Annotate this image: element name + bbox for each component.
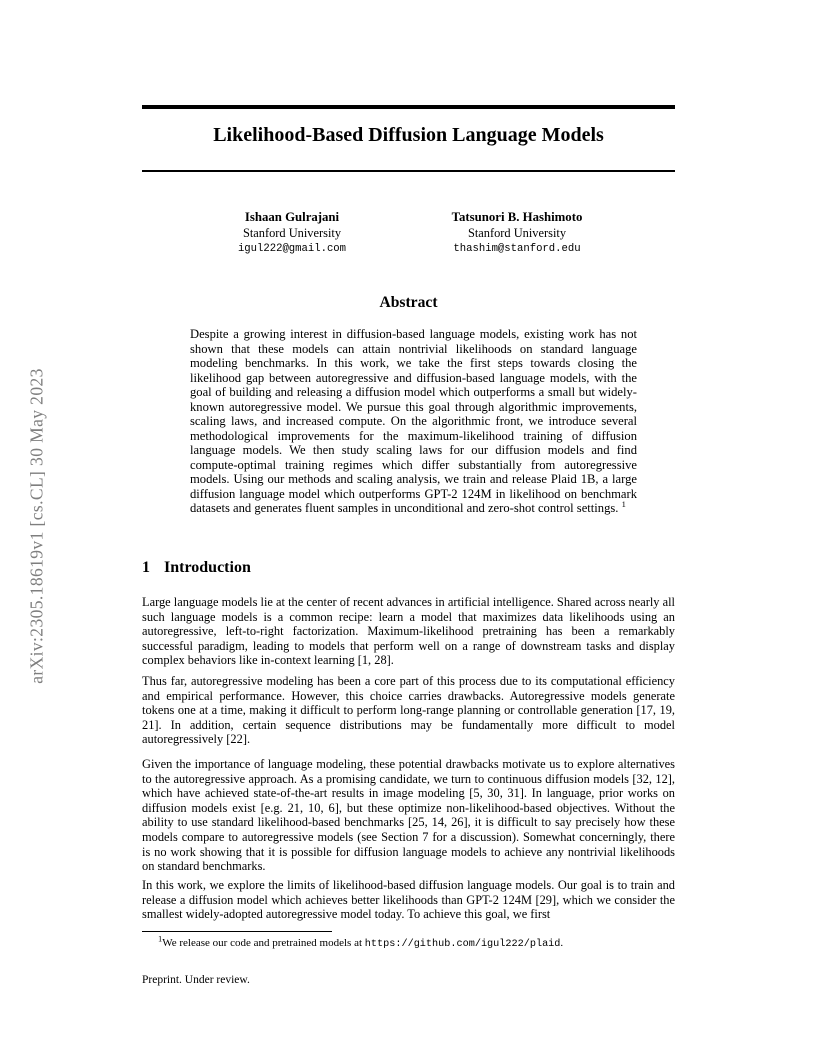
abstract-footnote-ref: 1 [621, 498, 626, 509]
footnote-url-link[interactable]: https://github.com/igul222/plaid [364, 939, 561, 950]
author-affiliation: Stanford University [467, 226, 567, 240]
intro-paragraph-1: Large language models lie at the center of recent advances in artificial intelligence. Shared across nearly all such language models is a common recipe: learn a model that maximizes data likelihoods using an autoregressive, left-to-right factorization. Maximum-likelihood pretraining has been a remarkably successful paradigm, leading to models that perform well on a range of downstream tasks and display complex behaviors like in-context learning [1, 28]. [142, 595, 675, 668]
intro-paragraph-3: Given the importance of language modeling, these potential drawbacks motivate us to explore alternatives to the autoregressive approach. As a promising candidate, we turn to continuous diffusion models [32, 12], which have achieved state-of-the-art results in image modeling [5, 30, 31]. In language, prior works on diffusion models exist [e.g. 21, 10, 6], but these optimize non-likelihood-based objectives. Without the ability to use standard likelihood-based benchmarks [25, 14, 26], it is difficult to say precisely how these models compare to autoregressive models (see Section 7 for a discussion). Somewhat concerningly, there is no work showing that it is possible for diffusion language models to achieve any nontrivial likelihoods on standard benchmarks. [142, 757, 675, 874]
author-block-2 [417, 209, 617, 257]
preprint-notice: Preprint. Under review. [142, 974, 250, 986]
paper-title: Likelihood-Based Diffusion Language Models [213, 124, 604, 146]
section-title: Introduction [164, 559, 251, 576]
section-heading-introduction [142, 559, 251, 577]
author-email: thashim@stanford.edu [453, 243, 581, 255]
author-affiliation: Stanford University [242, 226, 342, 240]
author-name: Tatsunori B. Hashimoto [451, 210, 583, 224]
footnote-text: We release our code and pretrained models at [162, 937, 365, 949]
author-name: Ishaan Gulrajani [244, 210, 340, 224]
abstract-body [190, 327, 637, 516]
intro-paragraph-2: Thus far, autoregressive modeling has been a core part of this process due to its computational efficiency and empirical performance. However, this choice carries drawbacks. Autoregressive models generate tokens one at a time, making it difficult to perform long-range planning or controllable generation [17, 19, 21]. In addition, certain sequence distributions may be fundamentally more difficult to model autoregressively [22]. [142, 674, 675, 747]
title-rule-top [142, 105, 675, 109]
footnote-marker: 1 [158, 933, 163, 944]
abstract-heading: Abstract [379, 294, 438, 311]
arxiv-stamp: arXiv:2305.18619v1 [cs.CL] 30 May 2023 [26, 368, 47, 684]
abstract-text: Despite a growing interest in diffusion-based language models, existing work has not shown that these models can attain nontrivial likelihoods on standard language modeling benchmarks. In this work, we take the first steps towards closing the likelihood gap between autoregressive and diffusion-based language models, with the goal of building and releasing a diffusion model which outperforms a small but widely-known autoregressive model. We pursue this goal through algorithmic improvements, scaling laws, and increased compute. On the algorithmic front, we introduce several methodological improvements for the maximum-likelihood training of diffusion language models. We then study scaling laws for our diffusion models and find compute-optimal training regimes which differ substantially from autoregressive models. Using our methods and scaling analysis, we train and release Plaid 1B, a large diffusion language model which outperforms GPT-2 124M in likelihood on benchmark datasets and generates fluent samples in unconditional and zero-shot control settings. [190, 327, 637, 515]
author-email: igul222@gmail.com [237, 243, 347, 255]
footnote-text-end: . [560, 937, 564, 949]
title-rule-bottom [142, 170, 675, 172]
section-number: 1 [142, 559, 150, 576]
author-block-1 [192, 209, 392, 257]
footnote [142, 933, 675, 951]
footnote-rule [142, 931, 332, 932]
intro-paragraph-4: In this work, we explore the limits of likelihood-based diffusion language models. Our goal is to train and release a diffusion model which achieves better likelihoods than GPT-2 124M [29], which we consider the smallest widely-adopted autoregressive model today. To achieve this goal, we first [142, 878, 675, 922]
